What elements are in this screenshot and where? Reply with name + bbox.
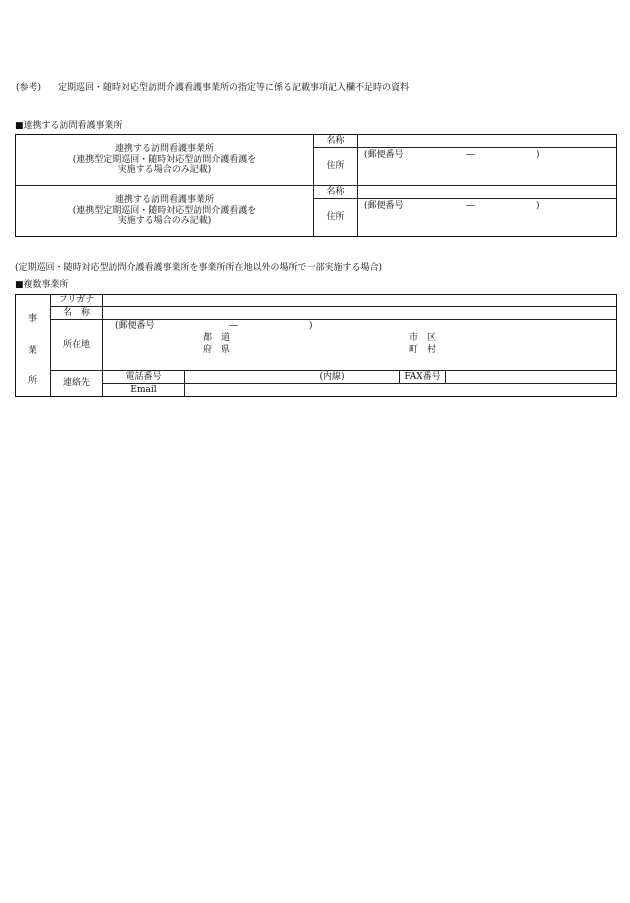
name-label: 名称 xyxy=(314,186,358,199)
office-address-field[interactable] xyxy=(103,320,617,371)
email-label: Email xyxy=(103,384,185,397)
address-field[interactable] xyxy=(358,199,617,237)
postal-label: (郵便番号 xyxy=(364,201,404,211)
office-name-label: 名 称 xyxy=(51,307,103,320)
postal-label: (郵便番号 xyxy=(115,321,155,331)
section2-heading: ■複数事業所 xyxy=(15,280,69,290)
note-label: (参考) xyxy=(16,83,42,93)
linked-station-desc xyxy=(16,186,314,237)
desc-line3: 実施する場合のみ記載) xyxy=(117,216,212,227)
linked-station-desc xyxy=(16,135,314,186)
side-char-1: 事 xyxy=(28,314,38,324)
email-field[interactable] xyxy=(185,384,617,397)
section2-intro: (定期巡回・随時対応型訪問介護看護事業所を事業所所在地以外の場所で一部実施する場合) xyxy=(15,263,383,273)
postal-label: (郵便番号 xyxy=(364,150,404,160)
extension-label: (内線) xyxy=(319,371,345,382)
address-label: 住所 xyxy=(314,199,358,237)
furigana-field[interactable] xyxy=(103,295,617,307)
desc-line2: (連携型定期巡回・随時対応型訪問介護看護を xyxy=(72,205,257,216)
linked-stations-table xyxy=(15,134,617,237)
section1-heading: ■連携する訪問看護事業所 xyxy=(15,121,123,131)
fax-label: FAX番号 xyxy=(400,371,446,384)
postal-close: ) xyxy=(536,150,540,160)
side-char-2: 業 xyxy=(28,346,38,356)
name-label: 名称 xyxy=(314,135,358,148)
office-side-label xyxy=(16,295,51,397)
furigana-label: フリガナ xyxy=(51,295,103,307)
postal-dash: ― xyxy=(466,150,475,160)
desc-line3: 実施する場合のみ記載) xyxy=(117,165,212,176)
office-name-field[interactable] xyxy=(103,307,617,320)
desc-line1: 連携する訪問看護事業所 xyxy=(114,144,214,155)
postal-close: ) xyxy=(309,321,313,331)
multi-office-table xyxy=(15,294,617,397)
name-field[interactable] xyxy=(358,135,617,148)
address-label: 住所 xyxy=(314,148,358,186)
desc-line1: 連携する訪問看護事業所 xyxy=(114,195,214,206)
fax-field[interactable] xyxy=(446,371,617,384)
postal-dash: ― xyxy=(229,321,238,331)
side-char-3: 所 xyxy=(28,376,38,386)
city-bottom: 町 村 xyxy=(409,345,437,355)
city-top: 市 区 xyxy=(409,333,437,343)
postal-dash: ― xyxy=(466,201,475,211)
phone-label: 電話番号 xyxy=(103,371,185,384)
prefecture-top: 都 道 xyxy=(203,333,231,343)
phone-field[interactable] xyxy=(185,371,400,384)
office-address-label: 所在地 xyxy=(51,320,103,371)
prefecture-bottom: 府 県 xyxy=(203,345,231,355)
contact-label: 連絡先 xyxy=(51,371,103,397)
address-field[interactable] xyxy=(358,148,617,186)
note-title: 定期巡回・随時対応型訪問介護看護事業所の指定等に係る記載事項記入欄不足時の資料 xyxy=(58,83,410,93)
desc-line2: (連携型定期巡回・随時対応型訪問介護看護を xyxy=(72,154,257,165)
name-field[interactable] xyxy=(358,186,617,199)
postal-close: ) xyxy=(536,201,540,211)
